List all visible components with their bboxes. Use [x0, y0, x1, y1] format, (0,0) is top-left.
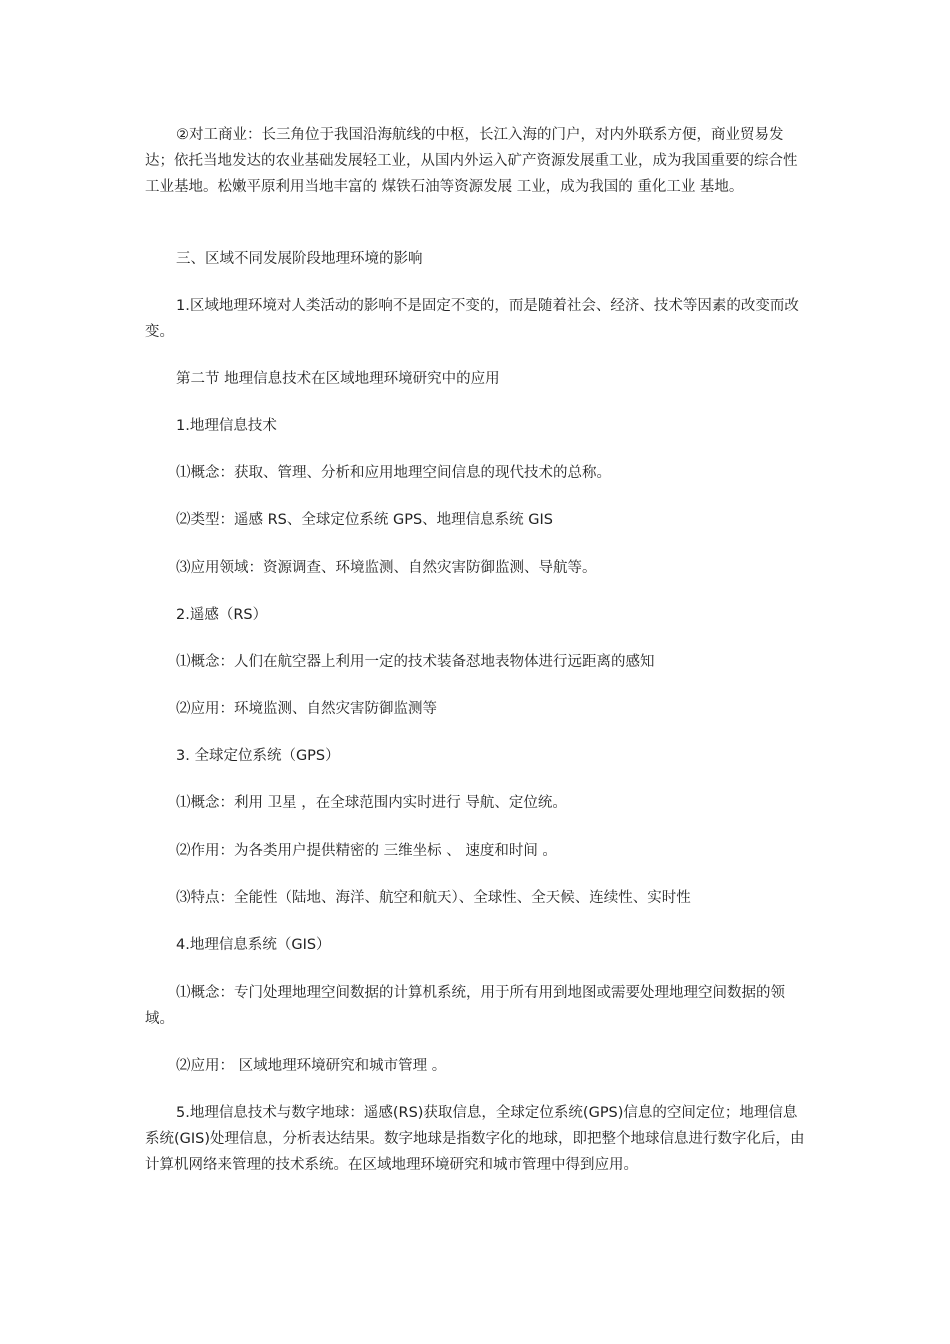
item-heading-gps: 3. 全球定位系统（GPS） — [176, 748, 340, 764]
item-heading-rs: 2.遥感（RS） — [176, 607, 268, 623]
item-rs-application: ⑵应用：环境监测、自然灾害防御监测等 — [176, 701, 437, 717]
item-heading-geo-info-tech: 1.地理信息技术 — [176, 418, 277, 434]
item-heading-gis: 4.地理信息系统（GIS） — [176, 937, 331, 953]
paragraph-digital-earth: 5.地理信息技术与数字地球：遥感(RS)获取信息，全球定位系统(GPS)信息的空间定位；地理信息系统(GIS)处理信息，分析表达结果。数字地球是指数字化的地球，即把整个地球信息进行数字化后，由计算机网络来管理的技术系统。在区域地理环境研究和城市管理中得到应用。 — [145, 1105, 805, 1173]
section-heading-geo-info-tech: 第二节 地理信息技术在区域地理环境研究中的应用 — [176, 371, 500, 387]
item-gps-function: ⑵作用：为各类用户提供精密的 三维坐标 、 速度和时间 。 — [176, 843, 557, 859]
item-application-fields: ⑶应用领域：资源调查、环境监测、自然灾害防御监测、导航等。 — [176, 560, 597, 576]
item-gps-features: ⑶特点：全能性（陆地、海洋、航空和航天）、全球性、全天候、连续性、实时性 — [176, 890, 691, 906]
item-rs-concept: ⑴概念：人们在航空器上利用一定的技术装备怼地表物体进行远距离的感知 — [176, 654, 655, 670]
item-gis-application: ⑵应用： 区域地理环境研究和城市管理 。 — [176, 1058, 447, 1074]
item-gps-concept: ⑴概念：利用 卫星 ，在全球范围内实时进行 导航、定位统。 — [176, 795, 567, 811]
item-gis-concept: ⑴概念：专门处理地理空间数据的计算机系统，用于所有用到地图或需要处理地理空间数据的领域。 — [145, 985, 785, 1027]
section-heading-development-stages: 三、区域不同发展阶段地理环境的影响 — [176, 251, 423, 267]
paragraph-environment-influence: 1.区域地理环境对人类活动的影响不是固定不变的，而是随着社会、经济、技术等因素的改变而改变。 — [145, 298, 799, 340]
item-types: ⑵类型：遥感 RS、全球定位系统 GPS、地理信息系统 GIS — [176, 512, 554, 528]
paragraph-industry-commerce: ②对工商业：长三角位于我国沿海航线的中枢，长江入海的门户，对内外联系方便，商业贸易发达；依托当地发达的农业基础发展轻工业，从国内外运入矿产资源发展重工业，成为我国重要的综合性工业基地。松嫩平原利用当地丰富的 煤铁石油等资源发展 工业，成为我国的 重化工业 基地。 — [145, 127, 798, 195]
item-concept: ⑴概念：获取、管理、分析和应用地理空间信息的现代技术的总称。 — [176, 465, 611, 481]
